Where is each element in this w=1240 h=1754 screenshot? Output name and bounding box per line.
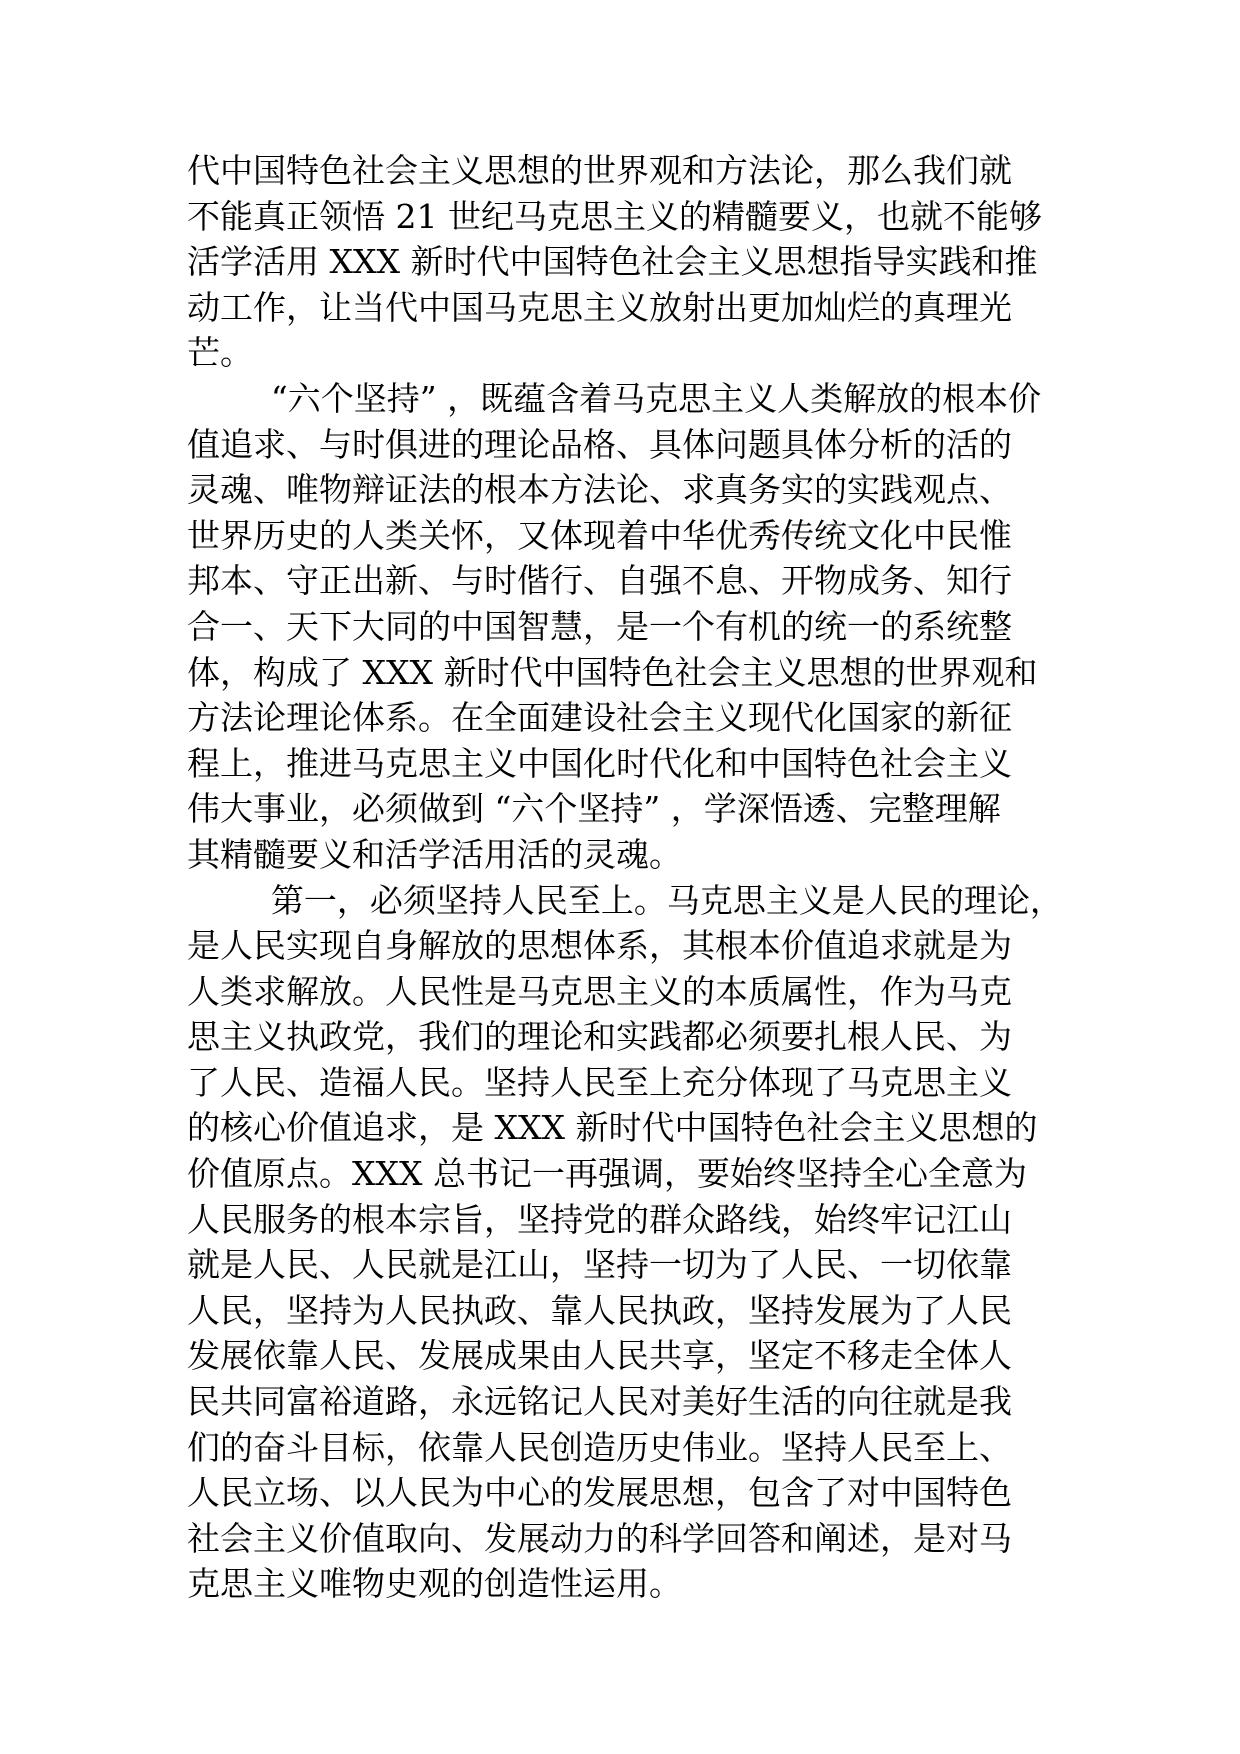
text-line: 社会主义价值取向、发展动力的科学回答和阐述，是对马 <box>187 1518 1012 1558</box>
text-line: 克思主义唯物史观的创造性运用。 <box>187 1564 682 1604</box>
text-line: 了人民、造福人民。坚持人民至上充分体现了马克思主义 <box>187 1062 1012 1102</box>
text-line: 其精髓要义和活学活用活的灵魂。 <box>187 834 682 874</box>
text-line: 人民立场、以人民为中心的发展思想，包含了对中国特色 <box>187 1473 1012 1513</box>
text-line: 发展依靠人民、发展成果由人民共享，坚定不移走全体人 <box>187 1336 1012 1376</box>
text-line: 们的奋斗目标，依靠人民创造历史伟业。坚持人民至上、 <box>187 1427 1012 1467</box>
text-line: 方法论理论体系。在全面建设社会主义现代化国家的新征 <box>187 698 1012 738</box>
text-line: “六个坚持” ，既蕴含着马克思主义人类解放的根本价 <box>187 378 1042 418</box>
text-line: 体，构成了 XXX 新时代中国特色社会主义思想的世界观和 <box>187 652 1038 692</box>
text-line: 人民服务的根本宗旨，坚持党的群众路线，始终牢记江山 <box>187 1199 1012 1239</box>
text-line: 第一，必须坚持人民至上。马克思主义是人民的理论， <box>187 880 1063 920</box>
text-line: 价值原点。XXX 总书记一再强调，要始终坚持全心全意为 <box>187 1154 1027 1194</box>
text-line: 的核心价值追求，是 XXX 新时代中国特色社会主义思想的 <box>187 1108 1038 1148</box>
text-line: 邦本、守正出新、与时偕行、自强不息、开物成务、知行 <box>187 561 1012 601</box>
text-line: 就是人民、人民就是江山，坚持一切为了人民、一切依靠 <box>187 1245 1012 1285</box>
body-text <box>187 148 1067 1607</box>
text-line: 人民，坚持为人民执政、靠人民执政，坚持发展为了人民 <box>187 1290 1012 1330</box>
text-line: 动工作，让当代中国马克思主义放射出更加灿烂的真理光 <box>187 287 1012 327</box>
text-line: 不能真正领悟 21 世纪马克思主义的精髓要义，也就不能够 <box>187 196 1042 236</box>
text-line: 世界历史的人类关怀，又体现着中华优秀传统文化中民惟 <box>187 515 1012 555</box>
text-line: 程上，推进马克思主义中国化时代化和中国特色社会主义 <box>187 743 1012 783</box>
text-line: 民共同富裕道路，永远铭记人民对美好生活的向往就是我 <box>187 1382 1012 1422</box>
text-line: 芒。 <box>187 333 253 373</box>
text-line: 活学活用 XXX 新时代中国特色社会主义思想指导实践和推 <box>187 242 1038 282</box>
text-line: 思主义执政党，我们的理论和实践都必须要扎根人民、为 <box>187 1017 1012 1057</box>
text-line: 合一、天下大同的中国智慧，是一个有机的统一的系统整 <box>187 606 1012 646</box>
text-line: 伟大事业，必须做到 “六个坚持” ，学深悟透、完整理解 <box>187 789 1001 829</box>
text-line: 值追求、与时俱进的理论品格、具体问题具体分析的活的 <box>187 424 1012 464</box>
text-line: 人类求解放。人民性是马克思主义的本质属性，作为马克 <box>187 971 1012 1011</box>
text-line: 灵魂、唯物辩证法的根本方法论、求真务实的实践观点、 <box>187 470 1012 510</box>
text-line: 是人民实现自身解放的思想体系，其根本价值追求就是为 <box>187 926 1012 966</box>
text-line: 代中国特色社会主义思想的世界观和方法论，那么我们就 <box>187 151 1012 190</box>
